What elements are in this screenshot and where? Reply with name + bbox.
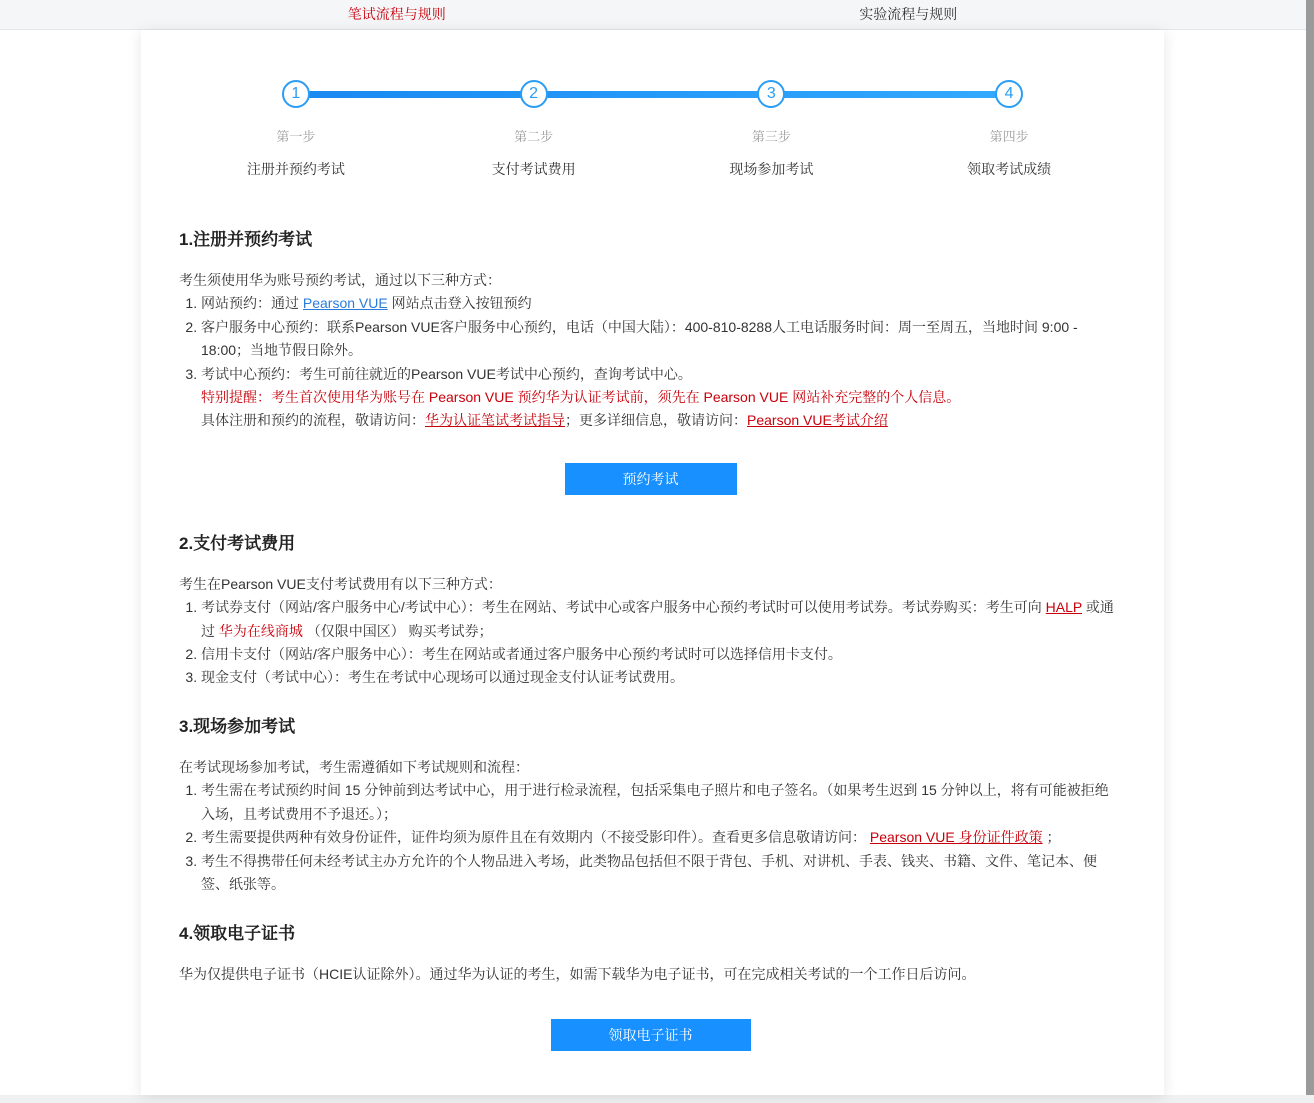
content-body	[141, 229, 1164, 1051]
stepper-step-1	[177, 80, 415, 179]
item-text: 网站点击登入按钮预约	[387, 295, 532, 312]
book-exam-button-row	[179, 433, 1122, 495]
section2-list	[179, 596, 1122, 690]
section3-intro: 在考试现场参加考试，考生需遵循如下考试规则和流程：	[179, 758, 529, 775]
step-number-badge: 2	[520, 80, 548, 108]
item-text: （仅限中国区） 购买考试券；	[302, 622, 493, 639]
id-policy-link[interactable]: Pearson VUE 身份证件政策	[869, 829, 1043, 846]
list-item	[201, 826, 1122, 849]
step-number-badge: 4	[995, 80, 1023, 108]
section3-list	[179, 779, 1122, 896]
tab-written-exam-process[interactable]: 笔试流程与规则	[347, 6, 446, 22]
stepper-step-2	[415, 80, 653, 179]
huawei-online-store-link[interactable]: 华为在线商城	[218, 622, 303, 639]
get-ecert-button[interactable]: 领取电子证书	[551, 1019, 751, 1051]
section1-intro: 考生须使用华为账号预约考试，通过以下三种方式：	[179, 272, 501, 288]
pearson-vue-link[interactable]: Pearson VUE	[302, 295, 388, 312]
section2-heading: 2.支付考试费用	[179, 533, 296, 553]
step-label: 第四步	[989, 129, 1029, 144]
list-item: 1. 考生需在考试预约时间 15 分钟前到达考试中心，用于进行检录流程，包括采集电子照片和电子签名。（如果考生迟到 15 分钟以上，将有可能被拒绝入场，且考试费用不予退还。）；	[201, 779, 1122, 826]
guide-text: 具体注册和预约的流程，敬请访问：	[201, 412, 425, 429]
pearson-vue-intro-link[interactable]: Pearson VUE考试介绍	[747, 412, 888, 429]
list-item: 3. 考试中心预约：考生可前往就近的Pearson VUE考试中心预约，查询考试中心。	[201, 363, 1122, 386]
tabs-wrap	[141, 0, 1164, 30]
item-text: 考生需要提供两种有效身份证件，证件均须为原件且在有效期内（不接受影印件）。查看更多信息敬请访问：	[201, 829, 870, 846]
content-card	[141, 30, 1164, 1095]
list-item: 2. 客户服务中心预约：联系Pearson VUE客户服务中心预约，电话（中国大陆）：400-810-8288人工电话服务时间：周一至周五，当地时间 9:00 - 18:00；当地节假日除外。	[201, 316, 1122, 363]
item-text: ；	[1042, 829, 1061, 846]
list-item	[201, 596, 1122, 643]
section1-heading: 1.注册并预约考试	[179, 230, 313, 249]
section1-list	[179, 292, 1122, 386]
item-text: 网站预约：通过	[201, 295, 303, 312]
list-item: 3. 考生不得携带任何未经考试主办方允许的个人物品进入考场，此类物品包括但不限于背包、手机、对讲机、手表、钱夹、书籍、文件、笔记本、便签、纸张等。	[201, 850, 1122, 897]
item-text: 或通过	[201, 599, 1114, 639]
list-item: 2. 信用卡支付（网站/客户服务中心）：考生在网站或者通过客户服务中心预约考试时可以选择信用卡支付。	[201, 643, 1122, 666]
written-exam-guide-link[interactable]: 华为认证笔试考试指导	[425, 412, 565, 429]
book-exam-button[interactable]: 预约考试	[565, 463, 737, 495]
special-reminder: 特别提醒：考生首次使用华为账号在 Pearson VUE 预约华为认证考试前，须先在 Pearson VUE 网站补充完整的个人信息。	[201, 389, 961, 406]
step-title: 注册并预约考试	[246, 161, 345, 177]
step-number-badge: 3	[757, 80, 785, 108]
page-bottom-strip	[0, 1095, 1314, 1103]
halp-link[interactable]: HALP	[1045, 599, 1082, 616]
tab-lab-exam-process[interactable]: 实验流程与规则	[859, 6, 958, 22]
step-title: 领取考试成绩	[967, 161, 1052, 177]
item-text: 考试券支付（网站/客户服务中心/考试中心）：考生在网站、考试中心或客户服务中心预约考试时可以使用考试券。考试券购买：考生可向	[201, 599, 1046, 616]
step-label: 第二步	[514, 129, 554, 144]
section2-intro: 考生在Pearson VUE支付考试费用有以下三种方式：	[179, 575, 502, 592]
step-title: 支付考试费用	[491, 161, 576, 177]
step-label: 第三步	[751, 129, 791, 144]
section1-guide-line	[201, 409, 1122, 432]
process-stepper	[141, 30, 1164, 179]
stepper-step-4	[890, 80, 1128, 179]
section4-heading: 4.领取电子证书	[179, 924, 296, 944]
list-item: 3. 现金支付（考试中心）：考生在考试中心现场可以通过现金支付认证考试费用。	[201, 666, 1122, 689]
get-cert-button-row	[179, 987, 1122, 1051]
section4-intro: 华为仅提供电子证书（HCIE认证除外）。通过华为认证的考生，如需下载华为电子证书，可在完成相关考试的一个工作日后访问。	[179, 966, 976, 983]
step-title: 现场参加考试	[729, 161, 814, 177]
section3-heading: 3.现场参加考试	[179, 716, 296, 736]
step-label: 第一步	[276, 129, 316, 144]
list-item	[201, 292, 1122, 315]
step-number-badge: 1	[282, 80, 310, 108]
vertical-scrollbar[interactable]	[1306, 0, 1314, 1103]
stepper-step-3	[653, 80, 891, 179]
stepper-track	[177, 80, 1128, 179]
guide-text: ；更多详细信息，敬请访问：	[565, 412, 747, 429]
top-tab-bar	[0, 0, 1314, 30]
